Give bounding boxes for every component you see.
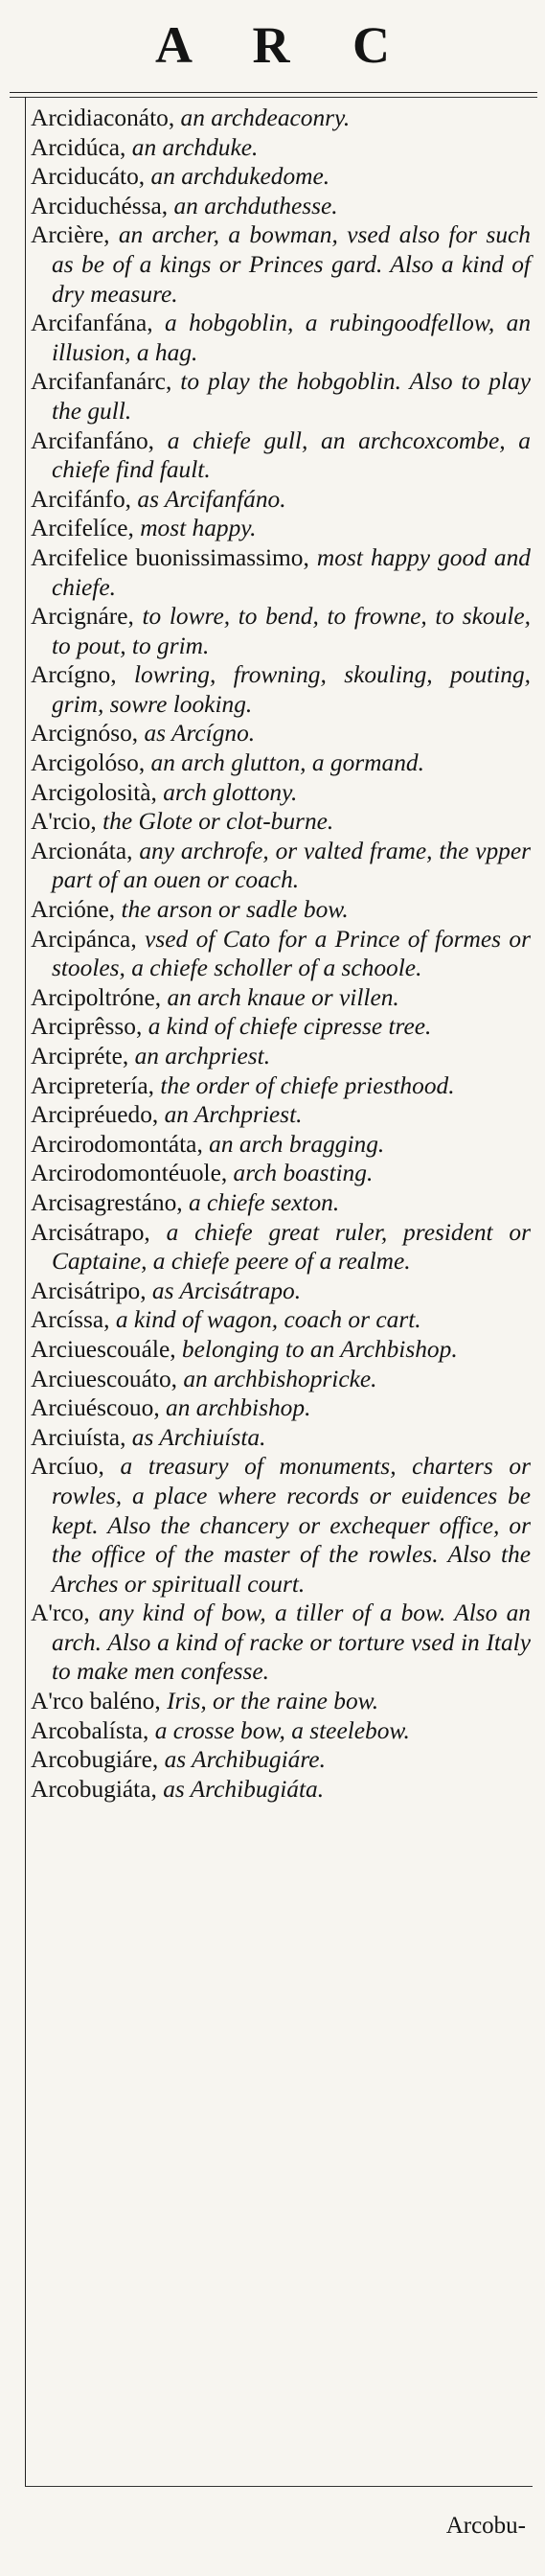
entry-headword: Arcobugiáta, xyxy=(31,1775,164,1803)
column-rule xyxy=(25,97,26,2487)
entry-headword: Arcisagrestáno, xyxy=(31,1188,189,1216)
entry-headword: Arciuescouáto, xyxy=(31,1365,184,1392)
dictionary-entry xyxy=(31,367,531,426)
dictionary-entry xyxy=(31,220,531,309)
dictionary-entry xyxy=(31,1188,531,1218)
header-title: A R C xyxy=(154,16,415,74)
entry-definition: as Arcisátrapo. xyxy=(151,1276,302,1304)
entry-headword: Arcipréte, xyxy=(31,1043,135,1070)
entry-headword: Arcisátrapo, xyxy=(31,1218,167,1246)
entry-headword: Arcígno, xyxy=(31,661,134,689)
entry-definition: as Arcígno. xyxy=(144,720,256,748)
entry-headword: Arcíssa, xyxy=(31,1306,116,1334)
entry-definition: an archdeaconry. xyxy=(180,104,351,131)
entry-headword: Arcionáta, xyxy=(31,837,140,864)
dictionary-entry xyxy=(31,719,531,748)
entry-headword: Arcifanfanárc, xyxy=(31,368,181,396)
entry-definition: vsed of Cato for a Prince of formes or stooles, a chiefe scholler of a schoole. xyxy=(52,925,531,982)
dictionary-entry xyxy=(31,660,531,719)
entry-headword: Arcipretería, xyxy=(31,1071,161,1099)
entry-definition: an Archpriest. xyxy=(164,1101,303,1129)
entry-definition: as Arcifanfáno. xyxy=(137,485,286,513)
dictionary-entry xyxy=(31,602,531,660)
entry-headword: Arcobugiáre, xyxy=(31,1746,165,1774)
dictionary-entry xyxy=(31,895,531,925)
dictionary-entry xyxy=(31,983,531,1013)
entry-definition: any kind of bow, a tiller of a bow. Also an arch. Also a kind of racke or torture vsed in Italy to make men confesse. xyxy=(52,1599,532,1686)
entry-definition: as Archibugiáta. xyxy=(163,1775,325,1803)
dictionary-entry xyxy=(31,1012,531,1042)
dictionary-entry xyxy=(31,104,531,133)
dictionary-entry xyxy=(31,543,531,602)
catchword: Arcobu- xyxy=(445,2513,526,2539)
entry-headword: Arciuescouále, xyxy=(31,1335,182,1363)
entry-headword: Arcifelíce, xyxy=(31,515,141,542)
dictionary-entry xyxy=(31,162,531,192)
entry-definition: a hobgoblin, a rubingoodfellow, an illusion, a hag. xyxy=(52,310,532,366)
entry-list xyxy=(31,104,531,1804)
dictionary-entry xyxy=(31,1042,531,1071)
entry-definition: a kind of wagon, coach or cart. xyxy=(115,1306,421,1334)
entry-definition: an archdukedome. xyxy=(150,163,330,191)
entry-definition: any archrofe, or valted frame, the vpper part of an ouen or coach. xyxy=(52,837,532,894)
dictionary-entry xyxy=(31,748,531,778)
entry-headword: Arcióne, xyxy=(31,896,122,924)
dictionary-entry xyxy=(31,778,531,808)
entry-definition: most happy. xyxy=(140,515,257,542)
entry-definition: a chiefe gull, an archcoxcombe, a chiefe find fault. xyxy=(52,426,531,484)
entry-definition: as Archiuísta. xyxy=(131,1423,266,1451)
entry-definition: most happy good and chiefe. xyxy=(52,543,531,601)
dictionary-entry xyxy=(31,1452,531,1598)
dictionary-entry xyxy=(31,1423,531,1453)
entry-headword: Arcipréuedo, xyxy=(31,1101,165,1129)
dictionary-entry xyxy=(31,1716,531,1746)
dictionary-entry xyxy=(31,1687,531,1716)
entry-definition: an archer, a bowman, vsed also for such as be of a kings or Princes gard. Also a kind of dry measure. xyxy=(52,221,531,308)
entry-definition: an archduthesse. xyxy=(173,192,338,219)
dictionary-entry xyxy=(31,1305,531,1335)
dictionary-entry xyxy=(31,925,531,983)
entry-headword: Arcignóso, xyxy=(31,720,145,748)
entry-headword: Arcigolosità, xyxy=(31,778,164,806)
entry-definition: a treasury of monuments, charters or rowles, a place where records or euidences be kept. Also the chancery or exchequer office, or the office of the master of the rowles. Also the Arches or spirituall court. xyxy=(52,1453,532,1598)
entry-headword: Arciprêsso, xyxy=(31,1013,148,1041)
entry-definition: lowring, frowning, skouling, pouting, grim, sowre looking. xyxy=(52,661,531,718)
entry-headword: Arcifanfána, xyxy=(31,310,165,337)
entry-definition: an archduke. xyxy=(131,133,259,161)
entry-definition: a chiefe great ruler, president or Captaine, a chiefe peere of a realme. xyxy=(52,1218,531,1276)
entry-headword: Arciuísta, xyxy=(31,1423,132,1451)
entry-definition: as Archibugiáre. xyxy=(164,1746,326,1774)
entry-headword: Arcifanfáno, xyxy=(31,426,168,454)
header-rule xyxy=(10,92,537,93)
dictionary-entry xyxy=(31,1130,531,1160)
entry-headword: Arcignáre, xyxy=(31,603,143,631)
dictionary-entry xyxy=(31,1218,531,1276)
dictionary-entry xyxy=(31,1775,531,1805)
dictionary-entry xyxy=(31,1365,531,1394)
dictionary-entry xyxy=(31,133,531,163)
entry-headword: Arcobalísta, xyxy=(31,1716,155,1744)
entry-headword: A'rco, xyxy=(31,1599,99,1627)
footer-rule xyxy=(25,2486,533,2487)
entry-headword: Arcidiaconáto, xyxy=(31,104,181,131)
entry-headword: Arcidúca, xyxy=(31,133,132,161)
entry-definition: the order of chiefe priesthood. xyxy=(160,1071,455,1099)
entry-definition: an archbishop. xyxy=(166,1394,311,1422)
entry-definition: belonging to an Archbishop. xyxy=(181,1335,458,1363)
entry-headword: Arcipoltróne, xyxy=(31,983,168,1011)
entry-headword: A'rco baléno, xyxy=(31,1688,168,1715)
dictionary-entry xyxy=(31,192,531,221)
dictionary-entry xyxy=(31,426,531,485)
dictionary-entry xyxy=(31,1071,531,1101)
dictionary-entry xyxy=(31,807,531,837)
dictionary-entry xyxy=(31,1159,531,1188)
dictionary-entry xyxy=(31,1393,531,1423)
entry-definition: an archbishopricke. xyxy=(183,1365,377,1392)
dictionary-entry xyxy=(31,514,531,543)
entry-headword: Arcigolóso, xyxy=(31,749,151,777)
entry-definition: a kind of chiefe cipresse tree. xyxy=(148,1013,432,1041)
entry-definition: an arch bragging. xyxy=(209,1130,385,1158)
dictionary-entry xyxy=(31,1276,531,1306)
entry-definition: arch glottony. xyxy=(163,778,298,806)
entry-definition: a chiefe sexton. xyxy=(188,1188,340,1216)
entry-headword: Arcíuo, xyxy=(31,1453,121,1481)
entry-definition: to play the hobgoblin. Also to play the gull. xyxy=(52,368,531,425)
dictionary-entry xyxy=(31,1745,531,1775)
header-rule-inner xyxy=(10,97,537,98)
entry-definition: an archpriest. xyxy=(134,1043,271,1070)
entry-headword: Arciuéscouo, xyxy=(31,1394,167,1422)
entry-headword: Arcière, xyxy=(31,221,119,249)
entry-definition: to lowre, to bend, to frowne, to skoule, to pout, to grim. xyxy=(52,603,531,659)
dictionary-entry xyxy=(31,485,531,515)
entry-headword: Arcirodomontéuole, xyxy=(31,1160,234,1187)
entry-definition: an arch knaue or villen. xyxy=(167,983,399,1011)
entry-headword: Arcifelice buonissimassimo, xyxy=(31,543,317,571)
dictionary-entry xyxy=(31,837,531,895)
entry-definition: Iris, or the raine bow. xyxy=(167,1688,379,1715)
entry-headword: Arciduchéssa, xyxy=(31,192,174,219)
entry-definition: arch boasting. xyxy=(233,1160,374,1187)
entry-headword: Arcisátripo, xyxy=(31,1276,152,1304)
dictionary-entry xyxy=(31,1598,531,1687)
entry-definition: the arson or sadle bow. xyxy=(121,896,349,924)
dictionary-entry xyxy=(31,1100,531,1130)
entry-headword: Arcipánca, xyxy=(31,925,146,953)
entry-definition: a crosse bow, a steelebow. xyxy=(154,1716,410,1744)
entry-definition: an arch glutton, a gormand. xyxy=(150,749,424,777)
page-header xyxy=(0,4,545,86)
entry-headword: Arcifánfo, xyxy=(31,485,138,513)
entry-headword: Arcirodomontáta, xyxy=(31,1130,210,1158)
entry-headword: A'rcio, xyxy=(31,808,103,836)
dictionary-entry xyxy=(31,1335,531,1365)
entry-definition: the Glote or clot-burne. xyxy=(102,808,334,836)
dictionary-entry xyxy=(31,309,531,367)
entry-headword: Arciducáto, xyxy=(31,163,151,191)
